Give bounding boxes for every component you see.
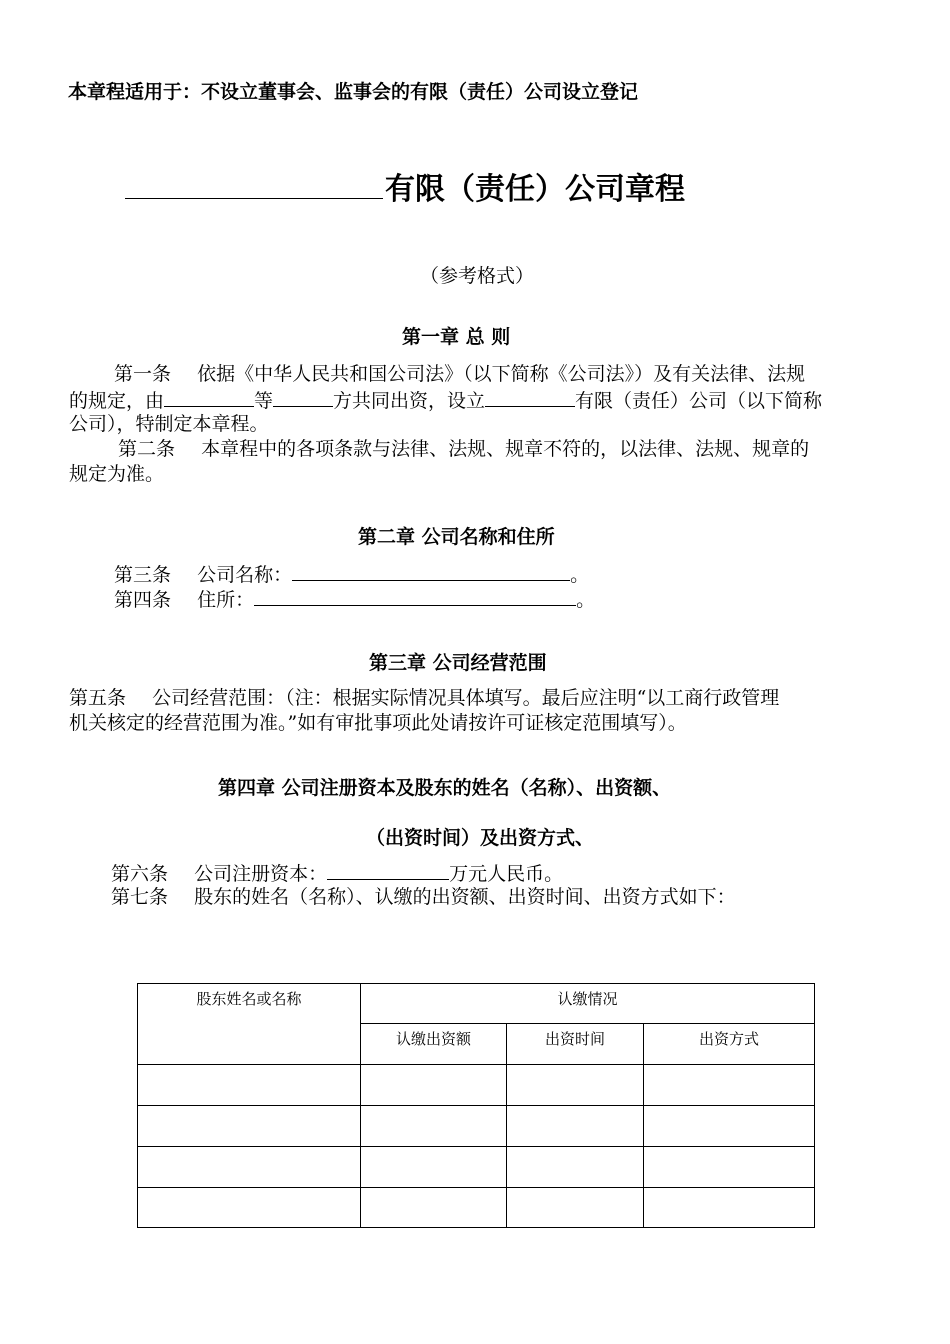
header-shareholder-name: 股东姓名或名称 bbox=[138, 984, 361, 1065]
table-cell[interactable] bbox=[507, 1147, 644, 1188]
article1-text: 依据《中华人民共和国公司法》（以下简称《公司法》）及有关法律、法规 bbox=[197, 363, 806, 385]
table-cell[interactable] bbox=[361, 1106, 507, 1147]
article2-line1 bbox=[118, 437, 809, 462]
company-name-blank[interactable] bbox=[125, 164, 383, 199]
article1-line1 bbox=[114, 362, 805, 387]
chapter4-heading-line2: （出资时间）及出资方式、 bbox=[366, 827, 595, 849]
article3-text: 公司名称： bbox=[197, 564, 293, 586]
article2-label: 第二条 bbox=[118, 438, 176, 460]
company-blank[interactable] bbox=[485, 387, 575, 407]
table-cell[interactable] bbox=[138, 1065, 361, 1106]
table-row bbox=[138, 1065, 815, 1106]
article6-text: 公司注册资本： bbox=[194, 863, 328, 885]
party-count-blank[interactable] bbox=[273, 387, 333, 407]
document-title bbox=[125, 164, 685, 208]
article6-label: 第六条 bbox=[111, 863, 169, 885]
article1-line3: 公司），特制定本章程。 bbox=[69, 413, 269, 435]
table-cell[interactable] bbox=[507, 1106, 644, 1147]
header-amount: 认缴出资额 bbox=[361, 1024, 507, 1065]
article5-text: 公司经营范围：（注：根据实际情况具体填写。最后应注明“以工商行政管理 bbox=[152, 687, 780, 709]
title-text: 有限（责任）公司章程 bbox=[385, 172, 685, 207]
article5-line2: 机关核定的经营范围为准。”如有审批事项此处请按许可证核定范围填写）。 bbox=[69, 712, 687, 734]
table-header-row bbox=[138, 984, 815, 1024]
table-cell[interactable] bbox=[507, 1065, 644, 1106]
article3 bbox=[114, 561, 589, 588]
table-cell[interactable] bbox=[138, 1106, 361, 1147]
article1-text: 等 bbox=[254, 390, 274, 412]
article7-text: 股东的姓名（名称）、认缴的出资额、出资时间、出资方式如下： bbox=[194, 886, 736, 908]
article7 bbox=[111, 885, 736, 910]
article1-text: 的规定，由 bbox=[69, 390, 165, 412]
article4-text: 住所： bbox=[197, 589, 255, 611]
header-subscription-group: 认缴情况 bbox=[361, 984, 815, 1024]
document-subtitle: （参考格式） bbox=[420, 265, 535, 287]
article2-text: 本章程中的各项条款与法律、法规、规章不符的，以法律、法规、规章的 bbox=[201, 438, 810, 460]
chapter1-heading: 第一章 总 则 bbox=[402, 326, 511, 348]
article7-label: 第七条 bbox=[111, 886, 169, 908]
article3-end: 。 bbox=[570, 564, 590, 586]
table-cell[interactable] bbox=[361, 1188, 507, 1228]
applicability-note: 本章程适用于：不设立董事会、监事会的有限（责任）公司设立登记 bbox=[68, 81, 639, 103]
article6-end: 万元人民币。 bbox=[449, 863, 564, 885]
table-row bbox=[138, 1106, 815, 1147]
article4-end: 。 bbox=[576, 589, 596, 611]
chapter3-heading: 第三章 公司经营范围 bbox=[369, 652, 547, 674]
table-cell[interactable] bbox=[138, 1188, 361, 1228]
company-name-field[interactable] bbox=[292, 561, 570, 581]
article5-label: 第五条 bbox=[69, 687, 127, 709]
article6 bbox=[111, 860, 563, 887]
article4-label: 第四条 bbox=[114, 589, 172, 611]
table-cell[interactable] bbox=[361, 1065, 507, 1106]
table-row bbox=[138, 1188, 815, 1228]
shareholder-table bbox=[137, 983, 815, 1228]
table-row bbox=[138, 1147, 815, 1188]
shareholder-blank[interactable] bbox=[164, 387, 254, 407]
article1-line2 bbox=[69, 387, 822, 414]
registered-capital-field[interactable] bbox=[327, 860, 449, 880]
table-cell[interactable] bbox=[138, 1147, 361, 1188]
chapter2-heading: 第二章 公司名称和住所 bbox=[358, 526, 555, 548]
table-cell[interactable] bbox=[644, 1147, 815, 1188]
table-cell[interactable] bbox=[644, 1188, 815, 1228]
header-time: 出资时间 bbox=[507, 1024, 644, 1065]
article3-label: 第三条 bbox=[114, 564, 172, 586]
header-method: 出资方式 bbox=[644, 1024, 815, 1065]
article5-line1 bbox=[69, 686, 779, 711]
article2-line2: 规定为准。 bbox=[69, 463, 165, 485]
address-field[interactable] bbox=[254, 586, 576, 606]
article4 bbox=[114, 586, 595, 613]
article1-label: 第一条 bbox=[114, 363, 172, 385]
article1-text: 有限（责任）公司（以下简称 bbox=[575, 390, 823, 412]
table-cell[interactable] bbox=[361, 1147, 507, 1188]
chapter4-heading-line1: 第四章 公司注册资本及股东的姓名（名称）、出资额、 bbox=[218, 777, 672, 799]
table-cell[interactable] bbox=[644, 1106, 815, 1147]
article1-text: 方共同出资，设立 bbox=[333, 390, 486, 412]
table-cell[interactable] bbox=[507, 1188, 644, 1228]
table-cell[interactable] bbox=[644, 1065, 815, 1106]
